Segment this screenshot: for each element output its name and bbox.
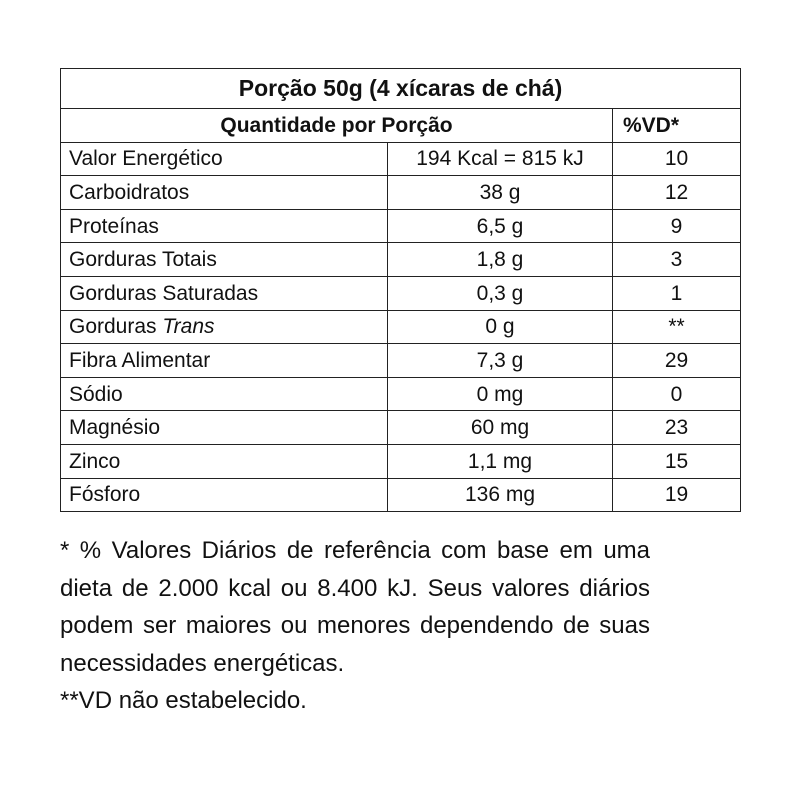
table-row	[61, 310, 741, 344]
table-row	[61, 344, 741, 378]
footnote-not-established: **VD não estabelecido.	[60, 687, 307, 714]
footnote-daily-values: * % Valores Diários de referência com base em uma dieta de 2.000 kcal ou 8.400 kJ. Seus valores diários podem ser maiores ou menores dependendo de suas necessidades energéticas.	[60, 537, 650, 677]
table-row	[61, 243, 741, 277]
nutrient-amount: 136 mg	[388, 478, 613, 512]
nutrition-facts-table	[60, 68, 741, 512]
table-row	[61, 142, 741, 176]
table-row	[61, 176, 741, 210]
nutrient-amount: 0,3 g	[388, 276, 613, 310]
table-row	[61, 411, 741, 445]
table-row	[61, 276, 741, 310]
nutrient-name: Gorduras Totais	[61, 243, 388, 277]
nutrient-daily-value: 19	[613, 478, 741, 512]
nutrient-daily-value: 0	[613, 377, 741, 411]
table-row	[61, 209, 741, 243]
nutrient-amount: 0 mg	[388, 377, 613, 411]
nutrient-daily-value: **	[613, 310, 741, 344]
table-row	[61, 478, 741, 512]
table-row	[61, 377, 741, 411]
nutrient-daily-value: 12	[613, 176, 741, 210]
table-header-row	[61, 109, 741, 143]
nutrient-name: Sódio	[61, 377, 388, 411]
nutrient-amount: 194 Kcal = 815 kJ	[388, 142, 613, 176]
nutrient-amount: 0 g	[388, 310, 613, 344]
serving-size-title: Porção 50g (4 xícaras de chá)	[61, 69, 741, 109]
nutrient-name: Zinco	[61, 444, 388, 478]
nutrient-name: Gorduras Trans	[61, 310, 388, 344]
nutrient-name: Fósforo	[61, 478, 388, 512]
nutrient-name: Gorduras Saturadas	[61, 276, 388, 310]
quantity-per-serving-header: Quantidade por Porção	[61, 109, 613, 143]
nutrient-name: Valor Energético	[61, 142, 388, 176]
nutrient-daily-value: 29	[613, 344, 741, 378]
nutrient-name: Fibra Alimentar	[61, 344, 388, 378]
daily-value-header: %VD*	[613, 109, 741, 143]
nutrient-daily-value: 3	[613, 243, 741, 277]
nutrient-amount: 38 g	[388, 176, 613, 210]
nutrient-daily-value: 23	[613, 411, 741, 445]
nutrient-daily-value: 15	[613, 444, 741, 478]
table-title-row	[61, 69, 741, 109]
nutrient-name: Carboidratos	[61, 176, 388, 210]
nutrient-name: Proteínas	[61, 209, 388, 243]
nutrient-name: Magnésio	[61, 411, 388, 445]
footnote	[60, 532, 650, 720]
nutrient-amount: 1,1 mg	[388, 444, 613, 478]
nutrient-amount: 1,8 g	[388, 243, 613, 277]
nutrient-amount: 7,3 g	[388, 344, 613, 378]
nutrient-daily-value: 9	[613, 209, 741, 243]
nutrient-amount: 60 mg	[388, 411, 613, 445]
table-row	[61, 444, 741, 478]
nutrient-amount: 6,5 g	[388, 209, 613, 243]
nutrient-daily-value: 10	[613, 142, 741, 176]
nutrient-daily-value: 1	[613, 276, 741, 310]
